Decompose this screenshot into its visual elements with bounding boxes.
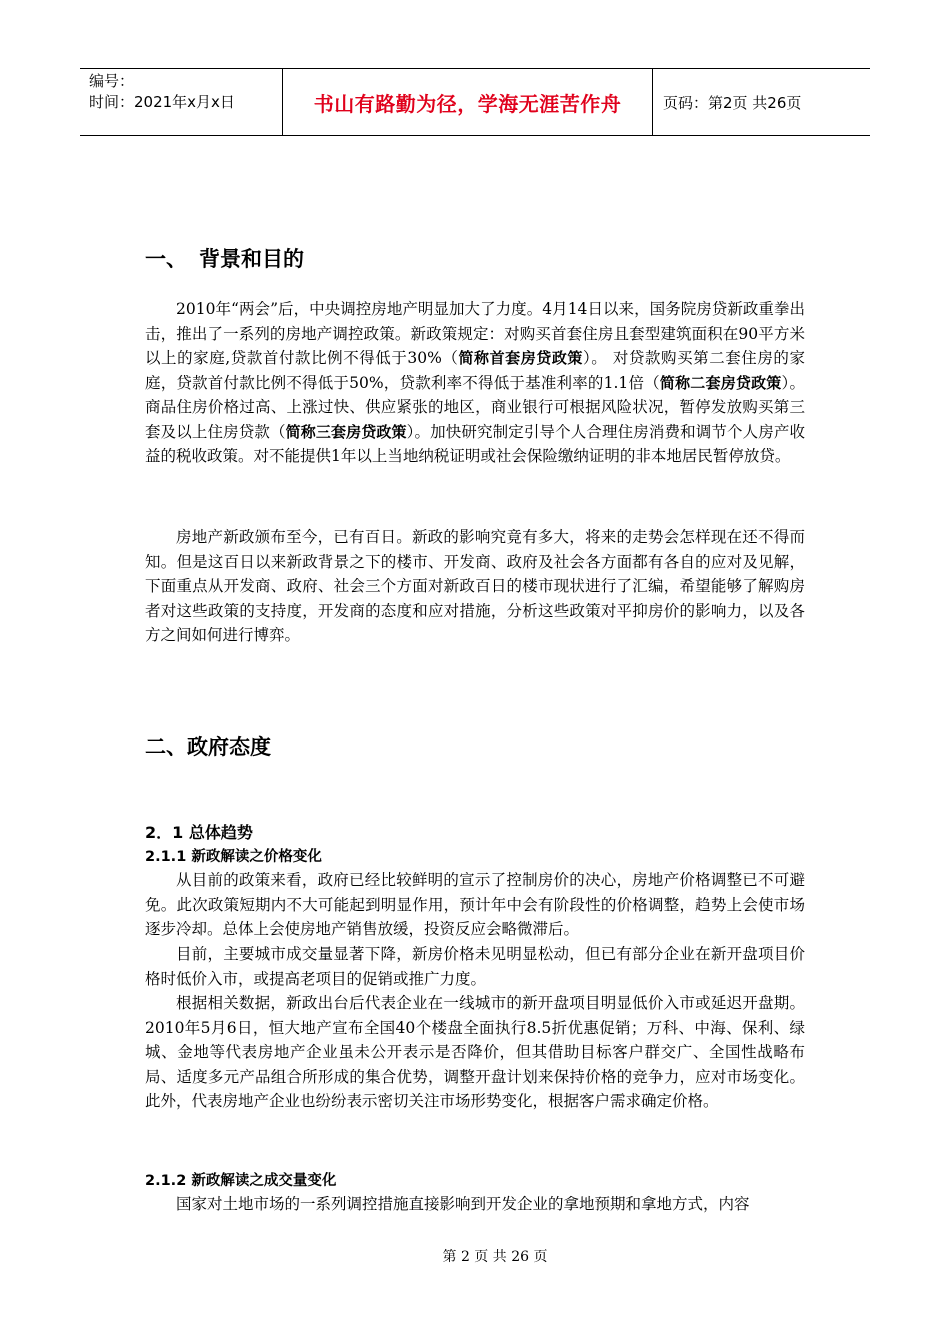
policy-term-third-home: 简称三套房贷政策	[285, 422, 407, 441]
text-run: ）。商品住房价格过高、上涨过快、供应紧张的地区，商业银行可根据风险状况，暂停发放购买第三套及以上住房贷款（	[145, 373, 805, 441]
policy-term-first-home: 简称首套房贷政策	[458, 349, 583, 367]
section1-paragraph-2: 房地产新政颁布至今，已有百日。新政的影响究竟有多大，将来的走势会怎样现在还不得而知。但是这百日以来新政背景之下的楼市、开发商、政府及社会各方面都有各自的应对及见解，下面重点从开发商、政府、社会三个方面对新政百日的楼市现状进行了汇编，希望能够了解购房者对这些政策的支持度，开发商的态度和应对措施，分析这些政策对平抑房价的影响力，以及各方之间如何进行博弈。	[145, 528, 805, 644]
page-header	[80, 68, 870, 136]
subsection-2-1-heading: 2．1 总体趋势	[145, 823, 253, 842]
section2-paragraph-1: 从目前的政策来看，政府已经比较鲜明的宣示了控制房价的决心，房地产价格调整已不可避免。此次政策短期内不大可能起到明显作用，预计年中会有阶段性的价格调整，趋势上会使市场逐步冷却。总体上会使房地产销售放缓，投资反应会略微滞后。	[145, 871, 805, 938]
text-run: ）。加快研究制定引导个人合理住房消费和调节个人房产收益的税收政策。对不能提供1年以上当地纳税证明或社会保险缴纳证明的非本地居民暂停放贷。	[145, 422, 805, 465]
document-date: 时间：2021年x月x日	[89, 93, 235, 111]
header-page-info: 页码：第2页 共26页	[663, 93, 802, 112]
section1-number: 一、	[145, 247, 187, 271]
header-motto: 书山有路勤为径，学海无涯苦作舟	[282, 69, 653, 135]
header-meta	[80, 69, 282, 135]
section2-paragraph-3: 根据相关数据，新政出台后代表企业在一线城市的新开盘项目明显低价入市或延迟开盘期。2010年5月6日，恒大地产宣布全国40个楼盘全面执行8.5折优惠促销；万科、中海、保利、绿城、金地等代表房地产企业虽未公开表示是否降价，但其借助目标客户群交广、全国性战略布局、适度多元产品组合所形成的集合优势，调整开盘计划来保持价格的竞争力，应对市场变化。此外，代表房地产企业也纷纷表示密切关注市场形势变化，根据客户需求确定价格。	[145, 994, 805, 1110]
section1-heading	[145, 243, 304, 273]
section2-paragraph-4: 国家对土地市场的一系列调控措施直接影响到开发企业的拿地预期和拿地方式，内容	[176, 1195, 750, 1213]
section1-title: 背景和目的	[199, 247, 304, 271]
subsection-2-1-2-heading: 2.1.2 新政解读之成交量变化	[145, 1173, 337, 1189]
text-run: ）。 对贷款购买第二套住房的家庭，贷款首付款比例不得低于50%，贷款利率不得低于基准利率的1.1倍（	[145, 349, 805, 392]
document-number-label: 编号：	[89, 72, 135, 90]
section2-paragraph-2: 目前，主要城市成交量显著下降，新房价格未见明显松动，但已有部分企业在新开盘项目价格时低价入市，或提高老项目的促销或推广力度。	[145, 945, 805, 988]
subsection-2-1-1-heading: 2.1.1 新政解读之价格变化	[145, 849, 322, 865]
page-footer: 第 2 页 共 26 页	[442, 1249, 548, 1265]
policy-term-second-home: 简称二套房贷政策	[659, 373, 782, 392]
section2-heading: 二、政府态度	[145, 735, 271, 759]
text-run: 2010年“两会”后，中央调控房地产明显加大了力度。4月14日以来，国务院房贷新政重拳出击，推出了一系列的房地产调控政策。新政策规定：对购买首套住房且套型建筑面积在90平方米以上的家庭,贷款首付款比例不得低于30%（	[145, 300, 805, 367]
section1-paragraph-1	[145, 297, 805, 469]
